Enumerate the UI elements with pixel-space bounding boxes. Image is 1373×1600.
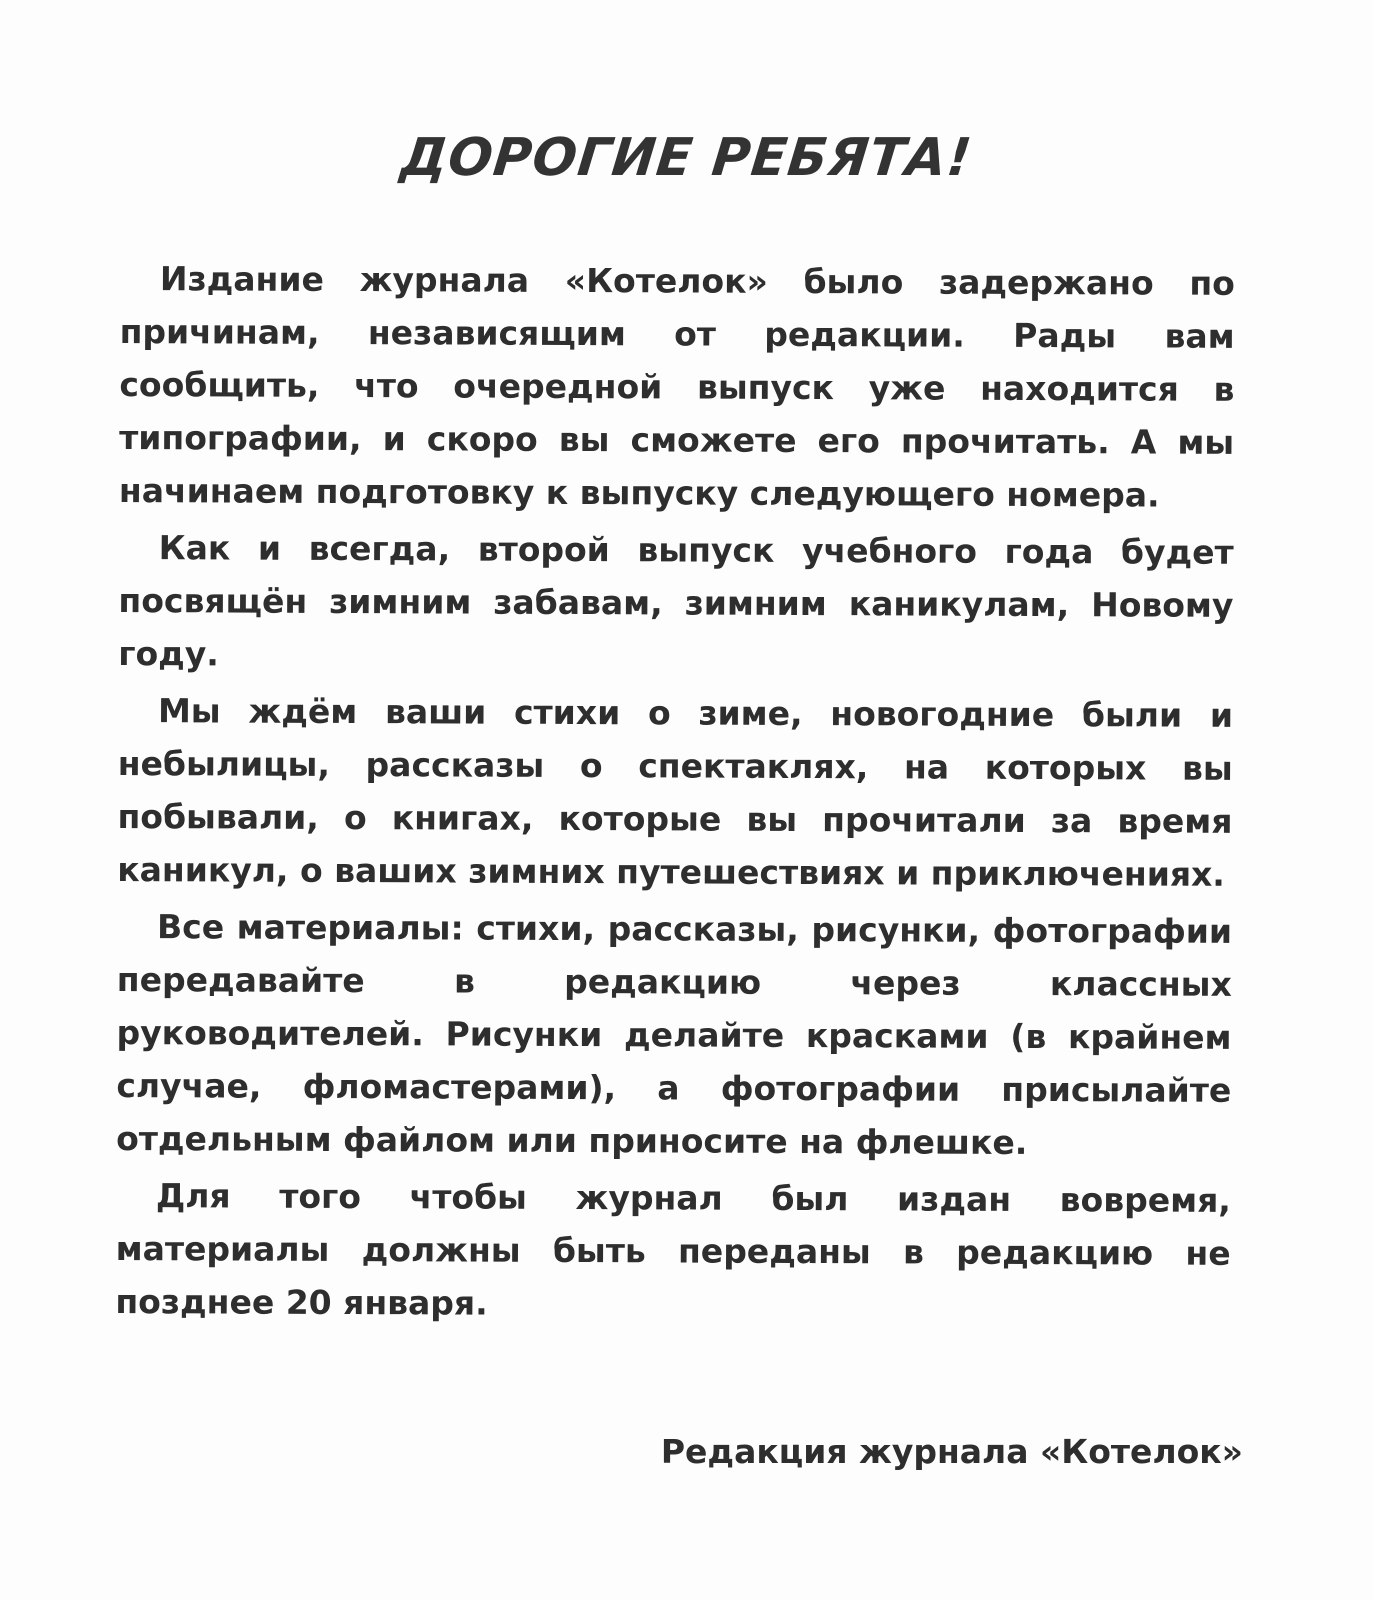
page-title: ДОРОГИЕ РЕБЯТА! [397, 128, 976, 188]
signature: Редакция журнала «Котелок» [660, 1432, 1243, 1471]
paragraph-delay-notice: Издание журнала «Котелок» было задержано по причинам, независящим от редакции. Рады вам сообщить, что очередной выпуск уже находится в типографии, и скоро вы сможете его прочитать. А мы начинаем подготовку к выпуску следующего номера. [118, 259, 1235, 515]
paragraph-submission-topics: Мы ждём ваши стихи о зиме, новогодние были и небылицы, рассказы о спектаклях, на которых вы побывали, о книгах, которые вы прочитали за время каникул, о ваших зимних путешествиях и приключениях. [117, 691, 1234, 894]
letter-body [115, 252, 1235, 1337]
paragraph-winter-issue: Как и всегда, второй выпуск учебного года будет посвящён зимним забавам, зимним каникулам, Новому году. [118, 528, 1234, 674]
paragraph-deadline: Для того чтобы журнал был издан вовремя, материалы должны быть переданы в редакцию не позднее 20 января. [115, 1176, 1231, 1323]
paragraph-submission-rules: Все материалы: стихи, рассказы, рисунки, фотографии передавайте в редакцию через классных руководителей. Рисунки делайте красками (в крайнем случае, фломастерами), а фотографии присылайте отдельным файлом или приносите на флешке. [116, 907, 1233, 1162]
